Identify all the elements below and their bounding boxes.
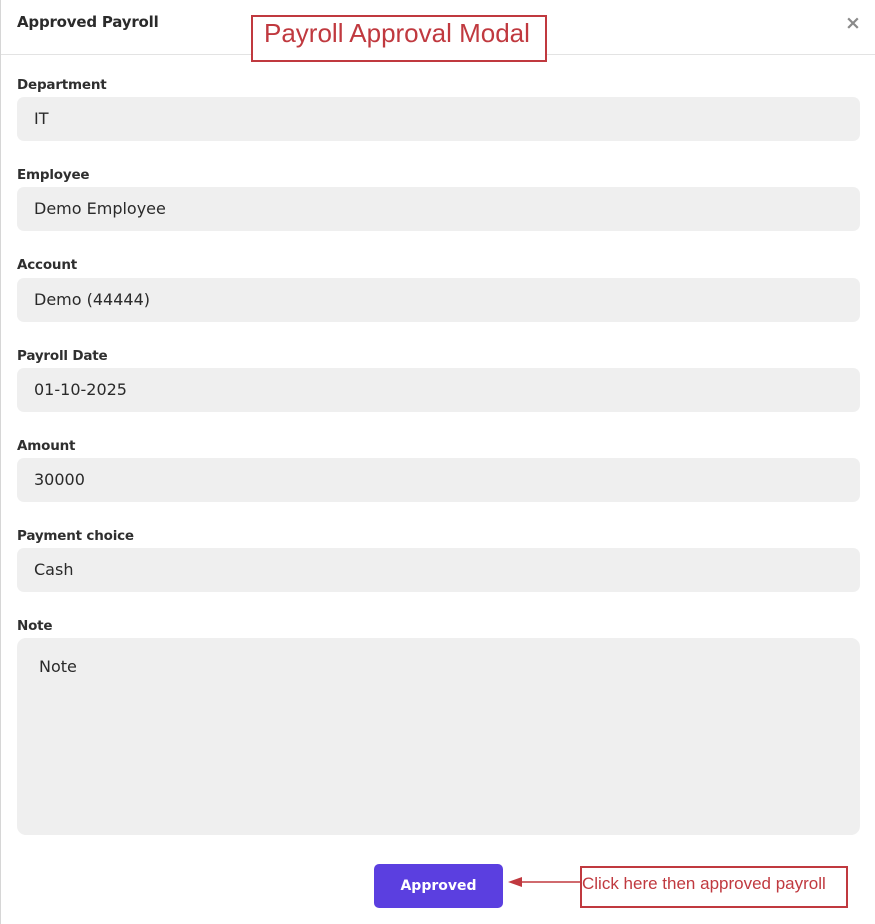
payroll-date-label: Payroll Date	[17, 348, 108, 364]
department-label: Department	[17, 77, 107, 93]
note-label: Note	[17, 618, 53, 634]
employee-label: Employee	[17, 167, 90, 183]
annotation-arrow-head	[508, 877, 522, 887]
amount-label: Amount	[17, 438, 76, 454]
account-label: Account	[17, 257, 78, 273]
amount-field[interactable]: 30000	[17, 458, 860, 502]
payroll-date-field[interactable]: 01-10-2025	[17, 368, 860, 412]
department-field[interactable]: IT	[17, 97, 860, 141]
note-textarea[interactable]: Note	[17, 638, 860, 835]
payment-choice-field[interactable]: Cash	[17, 548, 860, 592]
payment-choice-label: Payment choice	[17, 528, 134, 544]
approve-button[interactable]: Approved	[374, 864, 503, 908]
modal-title: Approved Payroll	[17, 13, 159, 31]
annotation-click-hint: Click here then approved payroll	[580, 866, 848, 908]
employee-field[interactable]: Demo Employee	[17, 187, 860, 231]
annotation-arrow	[504, 872, 584, 892]
annotation-heading: Payroll Approval Modal	[251, 15, 547, 62]
account-field[interactable]: Demo (44444)	[17, 278, 860, 322]
close-icon[interactable]: ×	[845, 12, 861, 34]
